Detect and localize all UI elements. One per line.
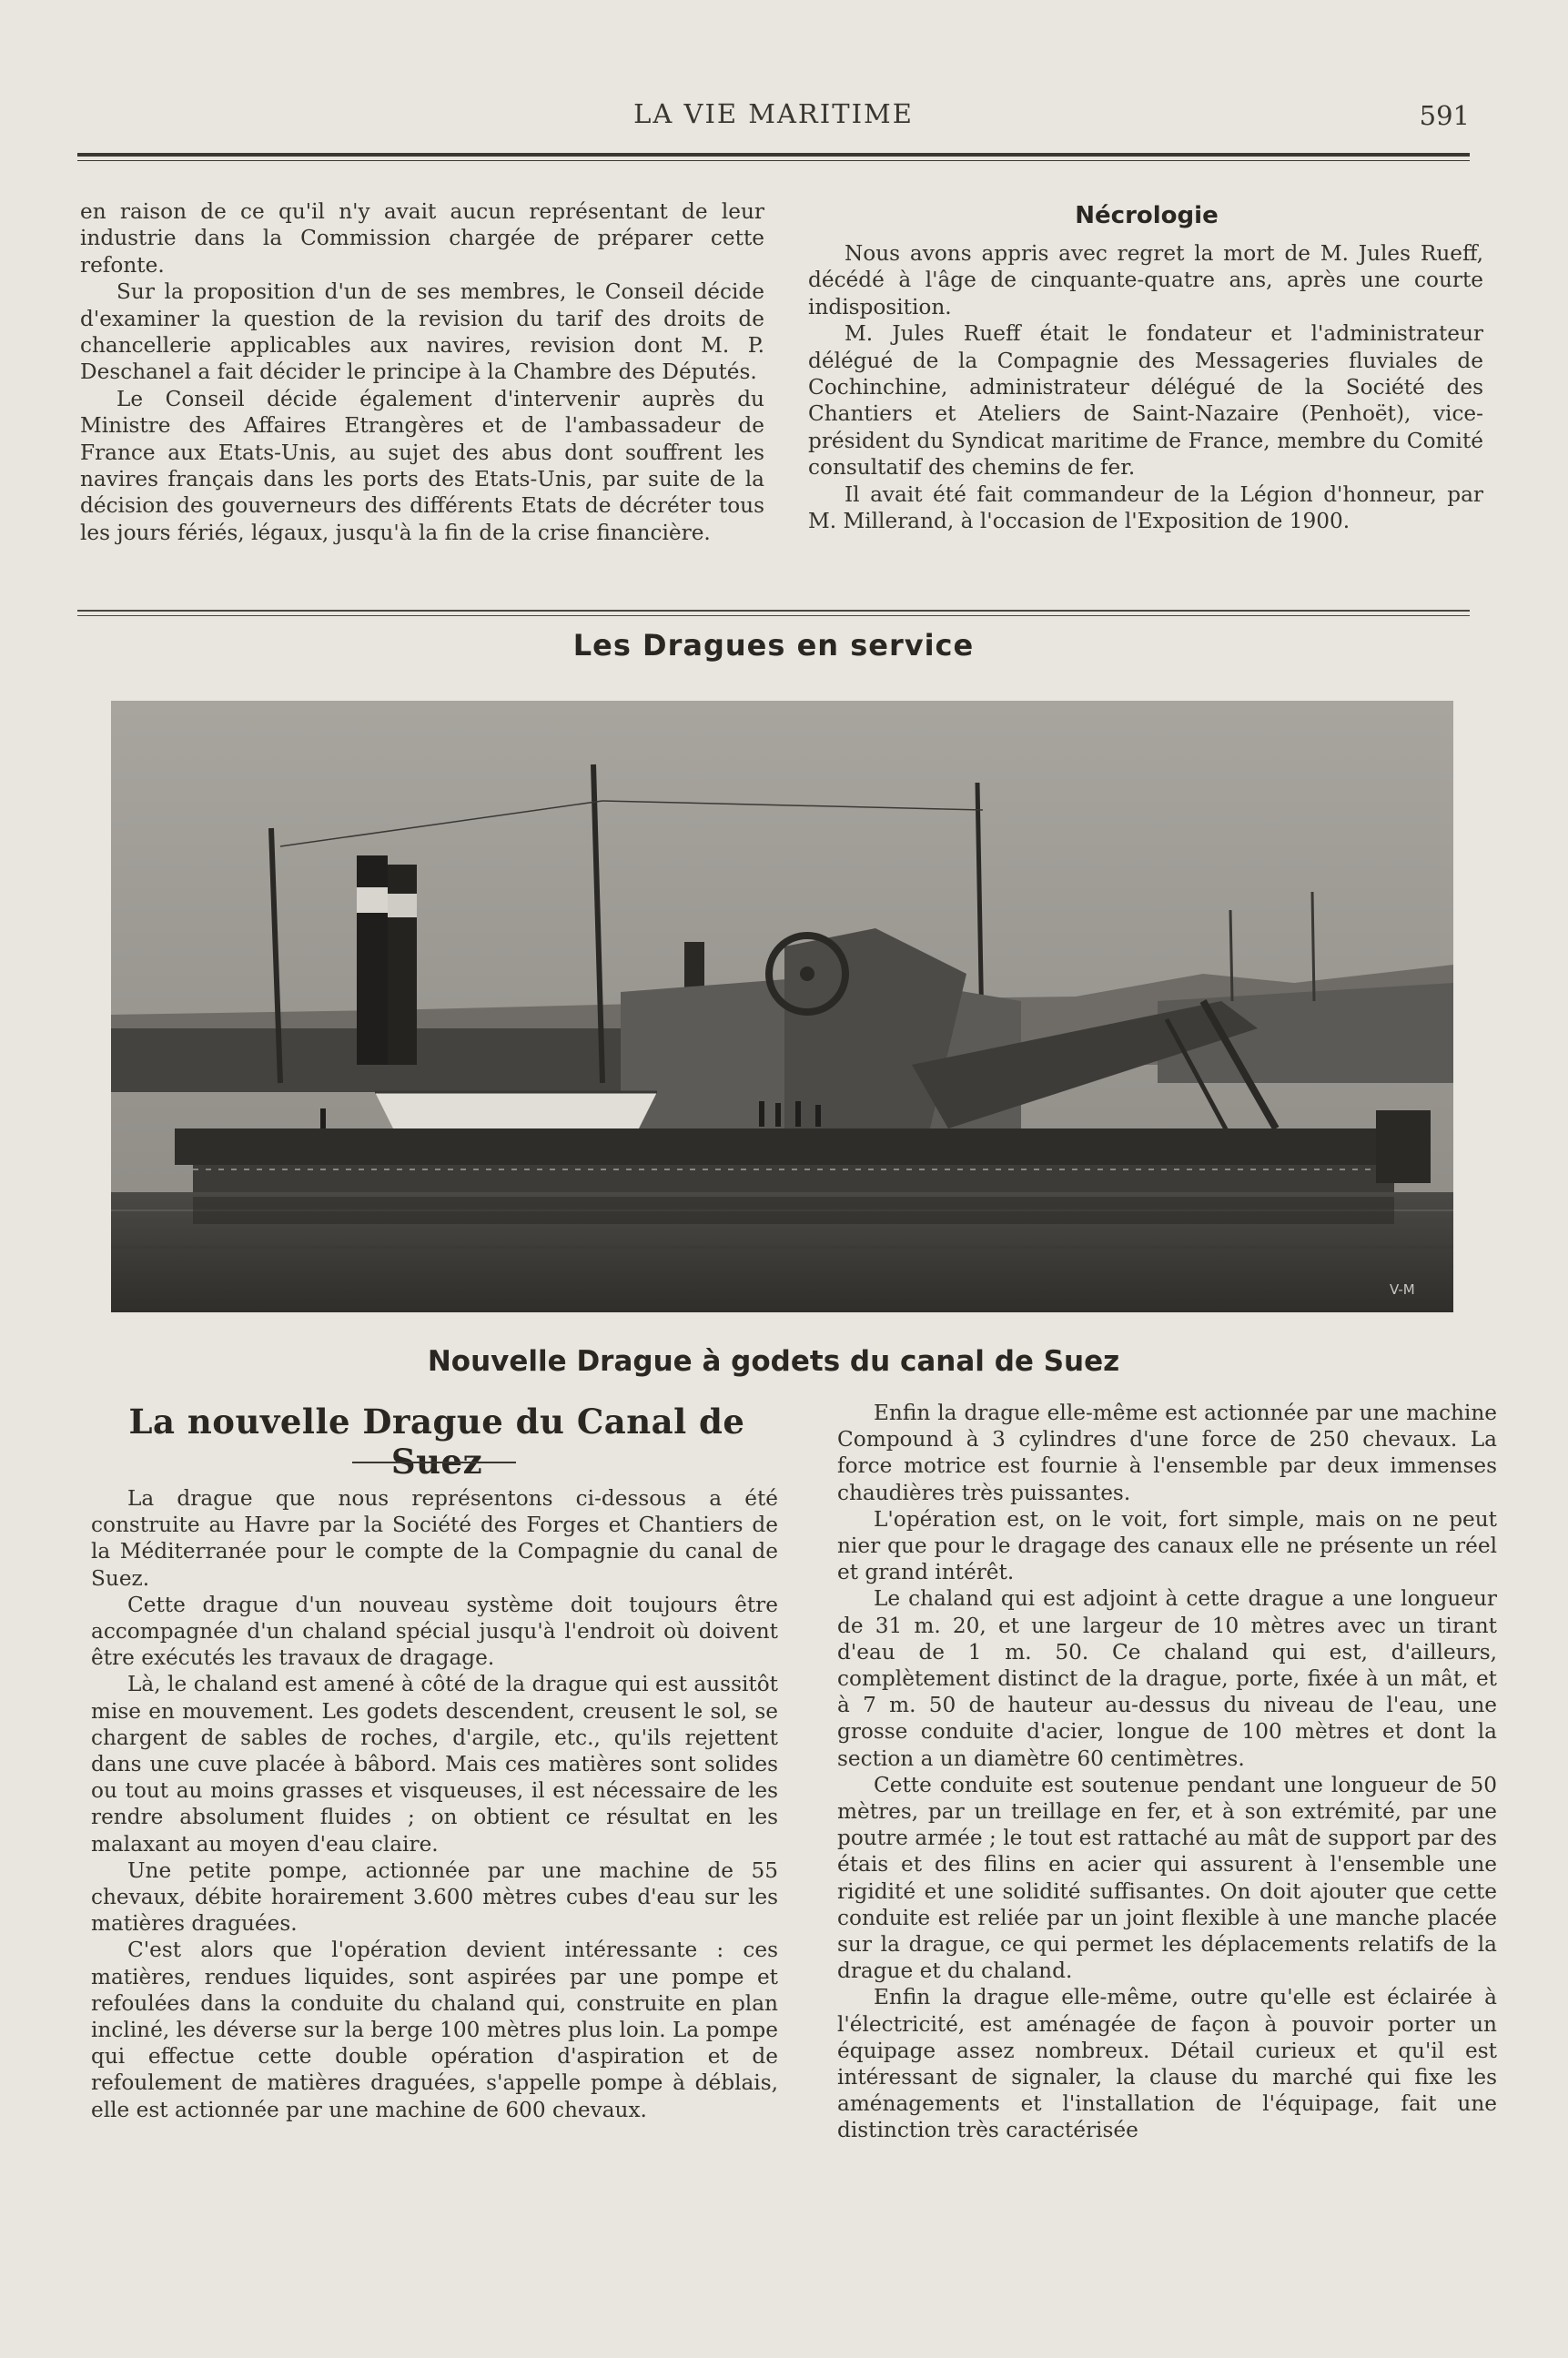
section-rule	[77, 610, 1470, 612]
article-right-column	[837, 1400, 1497, 2144]
section-heading: Les Dragues en service	[572, 628, 975, 663]
dredger-photo	[111, 701, 1453, 1312]
paragraph: La drague que nous représentons ci-dessous a été construite au Havre par la Société des Forges et Chantiers de la Méditerranée pour le compte de la Compagnie du canal de Suez.	[91, 1486, 778, 1591]
left-top-column	[80, 198, 764, 546]
article-left-column	[91, 1485, 778, 2123]
paragraph: M. Jules Rueff était le fondateur et l'administrateur délégué de la Compagnie des Messageries fluviales de Cochinchine, administrateur délégué de la Société des Chantiers et Ateliers de Saint-Nazaire (Penhoët), vice-président du Syndicat maritime de France, membre du Comité consultatif des chemins de fer.	[808, 321, 1483, 481]
paragraph: Cette conduite est soutenue pendant une longueur de 50 mètres, par un treillage en fer, et à son extrémité, par une poutre armée ; le tout est rattaché au mât de support par des étais et des filins en acier qui assurent à l'ensemble une rigidité et une solidité suffisantes. On doit ajouter que cette conduite est reliée par un joint flexible à une manche placée sur la drague, ce qui permet les déplacements relatifs de la drague et du chaland.	[837, 1772, 1497, 1984]
paragraph: Le chaland qui est adjoint à cette drague a une longueur de 31 m. 20, et une largeur de 10 mètres avec un tirant d'eau de 1 m. 50. Ce chaland qui est, d'ailleurs, complètement distinct de la drague, porte, fixée à un mât, et à 7 m. 50 de hauteur au-dessus du niveau de l'eau, une grosse conduite d'acier, longue de 100 mètres et dont la section a un diamètre 60 centimètres.	[837, 1586, 1497, 1771]
running-head	[77, 98, 1470, 135]
necrologie-heading: Nécrologie	[1075, 202, 1219, 229]
paragraph: Là, le chaland est amené à côté de la drague qui est aussitôt mise en mouvement. Les godets descendent, creusent le sol, se chargent de sables de roches, d'argile, etc., qu'ils rejettent dans une cuve placée à bâbord. Mais ces matières sont solides ou tout au moins grasses et visqueuses, il est nécessaire de les rendre absolument fluides ; on obtient ce résultat en les malaxant au moyen d'eau claire.	[91, 1672, 778, 1857]
paragraph: Il avait été fait commandeur de la Légion d'honneur, par M. Millerand, à l'occasion de l'Exposition de 1900.	[808, 481, 1483, 534]
paragraph: en raison de ce qu'il n'y avait aucun représentant de leur industrie dans la Commission chargée de préparer cette refonte.	[80, 199, 764, 278]
header-rule	[77, 153, 1470, 157]
paragraph: Enfin la drague elle-même est actionnée par une machine Compound à 3 cylindres d'une force de 250 chevaux. La force motrice est fournie à l'ensemble par deux immenses chaudières très puissantes.	[837, 1401, 1497, 1505]
paragraph: L'opération est, on le voit, fort simple, mais on ne peut nier que pour le dragage des canaux elle ne présente un réel et grand intérêt.	[837, 1506, 1497, 1585]
paragraph: Sur la proposition d'un de ses membres, le Conseil décide d'examiner la question de la revision du tarif des droits de chancellerie applicables aux navires, revision dont M. P. Deschanel a fait décider le principe à la Chambre des Députés.	[80, 279, 764, 385]
paragraph: C'est alors que l'opération devient intéressante : ces matières, rendues liquides, sont aspirées par une pompe et refoulées dans la conduite du chaland qui, construite en plan incliné, les déverse sur la berge 100 mètres plus loin. La pompe qui effectue cette double opération d'aspiration et de refoulement de matières draguées, s'appelle pompe à déblais, elle est actionnée par une machine de 600 chevaux.	[91, 1938, 778, 2122]
paragraph: Cette drague d'un nouveau système doit toujours être accompagnée d'un chaland spécial jusqu'à l'endroit où doivent être exécutés les travaux de dragage.	[91, 1592, 778, 1671]
paragraph: Enfin la drague elle-même, outre qu'elle est éclairée à l'électricité, est aménagée de façon à pouvoir porter un équipage assez nombreux. Détail curieux et qu'il est intéressant de signaler, la clause du marché qui fixe les aménagements et l'installation de l'équipage, fait une distinction très caractérisée	[837, 1985, 1497, 2143]
article-title: La nouvelle Drague du Canal de Suez	[128, 1402, 745, 1482]
dredger-illustration	[111, 701, 1453, 1312]
section-rule	[77, 615, 1470, 616]
paragraph: Une petite pompe, actionnée par une machine de 55 chevaux, débite horairement 3.600 mètres cubes d'eau sur les matières draguées.	[91, 1857, 778, 1937]
paragraph: Le Conseil décide également d'intervenir auprès du Ministre des Affaires Etrangères et de l'ambassadeur de France aux Etats-Unis, au sujet des abus dont souffrent les navires français dans les ports des Etats-Unis, par suite de la décision des gouverneurs des différents Etats de décréter tous les jours fériés, légaux, jusqu'à la fin de la crise financière.	[80, 386, 764, 545]
page-number: 591	[1419, 100, 1470, 131]
running-title: LA VIE MARITIME	[633, 98, 914, 129]
paragraph: Nous avons appris avec regret la mort de M. Jules Rueff, décédé à l'âge de cinquante-quatre ans, après une courte indisposition.	[808, 241, 1483, 319]
photo-mark: V-M	[1390, 1281, 1415, 1298]
necrologie-column	[808, 240, 1483, 534]
photo-caption: Nouvelle Drague à godets du canal de Suez	[427, 1345, 1120, 1378]
title-rule	[352, 1462, 516, 1463]
